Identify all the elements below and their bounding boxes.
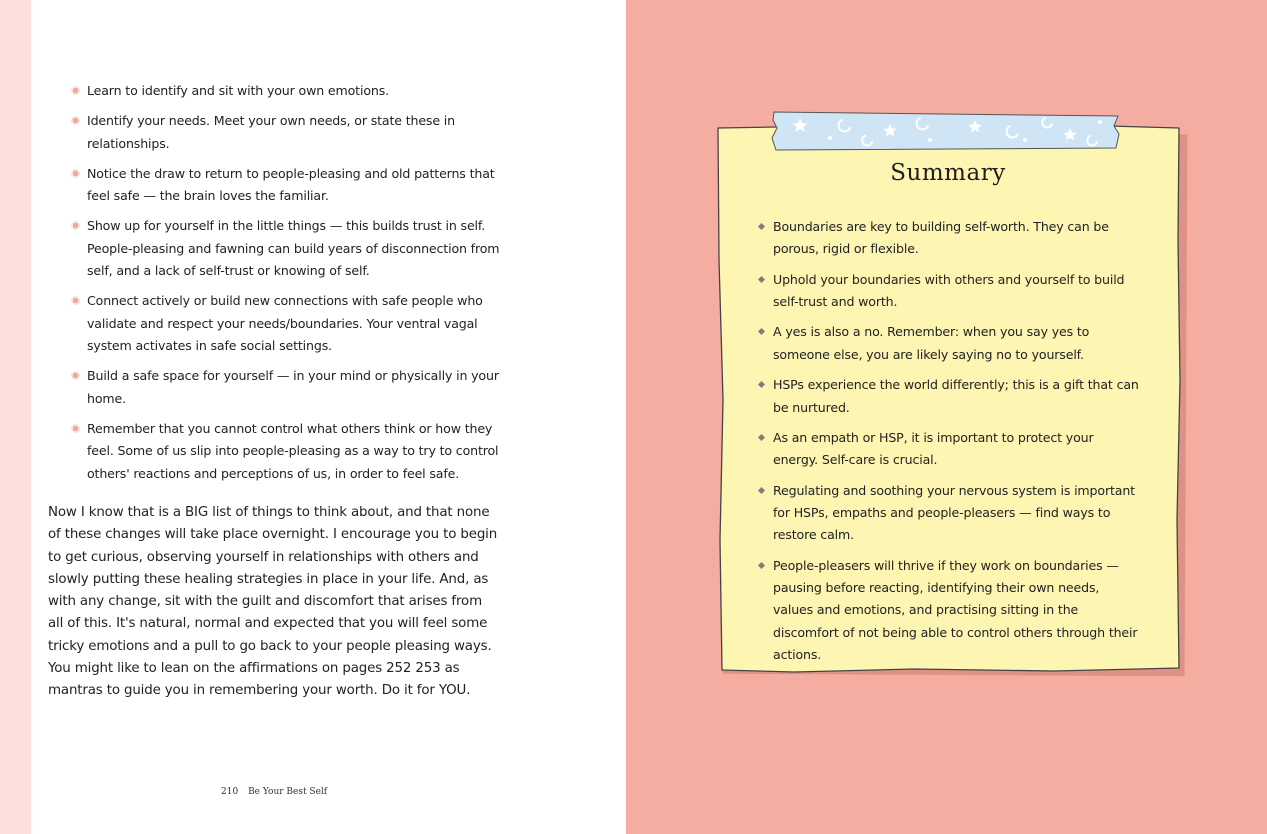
list-item-text: Identify your needs. Meet your own needs, or state these in relationships.: [87, 113, 455, 151]
grey-diamond-icon: [758, 487, 765, 494]
pink-dot-icon: [71, 221, 80, 230]
grey-diamond-icon: [758, 381, 765, 388]
summary-item: [757, 321, 1142, 366]
page-edge: [0, 0, 31, 834]
star-moon-tape: [770, 108, 1122, 154]
list-item: [70, 80, 510, 102]
summary-item: [757, 427, 1142, 472]
list-item: [70, 215, 510, 282]
list-item: [70, 290, 510, 357]
list-item: [70, 110, 510, 155]
running-title: Be Your Best Self: [248, 787, 328, 797]
pink-dot-icon: [71, 169, 80, 178]
grey-diamond-icon: [758, 562, 765, 569]
list-item-text: Learn to identify and sit with your own emotions.: [87, 83, 389, 98]
pink-dot-icon: [71, 296, 80, 305]
list-item: [70, 418, 510, 485]
pink-dot-icon: [71, 86, 80, 95]
healing-strategies-list: [70, 80, 510, 493]
summary-item-text: Boundaries are key to building self-worth. They can be porous, rigid or flexible.: [773, 219, 1109, 257]
list-item: [70, 163, 510, 208]
grey-diamond-icon: [758, 223, 765, 230]
pink-dot-icon: [71, 116, 80, 125]
grey-diamond-icon: [758, 276, 765, 283]
pink-dot-icon: [71, 424, 80, 433]
page-footer: [221, 787, 327, 797]
summary-item: [757, 374, 1142, 419]
summary-item-text: A yes is also a no. Remember: when you say yes to someone else, you are likely saying no to yourself.: [773, 324, 1090, 362]
list-item-text: Remember that you cannot control what others think or how they feel. Some of us slip into people-pleasing as a way to try to control others' reactions and perceptions of us, in order to feel safe.: [87, 421, 499, 481]
list-item: [70, 365, 510, 410]
summary-item-text: People-pleasers will thrive if they work on boundaries — pausing before reacting, identifying their own needs, values and emotions, and practising sitting in the discomfort of not being able to control others through their actions.: [773, 557, 1138, 663]
body-paragraph: Now I know that is a BIG list of things to think about, and that none of these changes will take place overnight. I encourage you to begin to get curious, observing yourself in relationships with others and slowly putting these healing strategies in place in your life. And, as with any change, sit with the guilt and discomfort that arises from all of this. It's natural, normal and expected that you will feel some tricky emotions and a pull to go back to your people pleasing ways. You might like to lean on the affirmations on pages 252 253 as mantras to guide you in remembering your worth. Do it for YOU.: [48, 505, 498, 699]
list-item-text: Connect actively or build new connections with safe people who validate and respect your needs/boundaries. Your ventral vagal system activates in safe social settings.: [87, 293, 483, 354]
summary-item-text: Uphold your boundaries with others and yourself to build self-trust and worth.: [773, 271, 1125, 310]
summary-item-text: HSPs experience the world differently; this is a gift that can be nurtured.: [773, 377, 1139, 415]
summary-item: [757, 555, 1142, 667]
grey-diamond-icon: [758, 328, 765, 335]
summary-item-text: Regulating and soothing your nervous system is important for HSPs, empaths and people-pleasers — find ways to restore calm.: [773, 482, 1135, 543]
summary-item: [757, 269, 1142, 314]
summary-list: [757, 216, 1142, 675]
summary-item: [757, 216, 1142, 261]
list-item-text: Build a safe space for yourself — in your mind or physically in your home.: [87, 368, 499, 406]
list-item-text: Notice the draw to return to people-pleasing and old patterns that feel safe — the brain loves the familiar.: [87, 165, 495, 204]
summary-item-text: As an empath or HSP, it is important to protect your energy. Self-care is crucial.: [773, 429, 1094, 468]
grey-diamond-icon: [758, 434, 765, 441]
page-number: 210: [221, 787, 239, 797]
pink-dot-icon: [71, 371, 80, 380]
list-item-text: Show up for yourself in the little things — this builds trust in self. People-pleasing and fawning can build years of disconnection from self, and a lack of self-trust or knowing of self.: [87, 218, 500, 279]
summary-item: [757, 480, 1142, 547]
summary-title: Summary: [890, 160, 1006, 186]
